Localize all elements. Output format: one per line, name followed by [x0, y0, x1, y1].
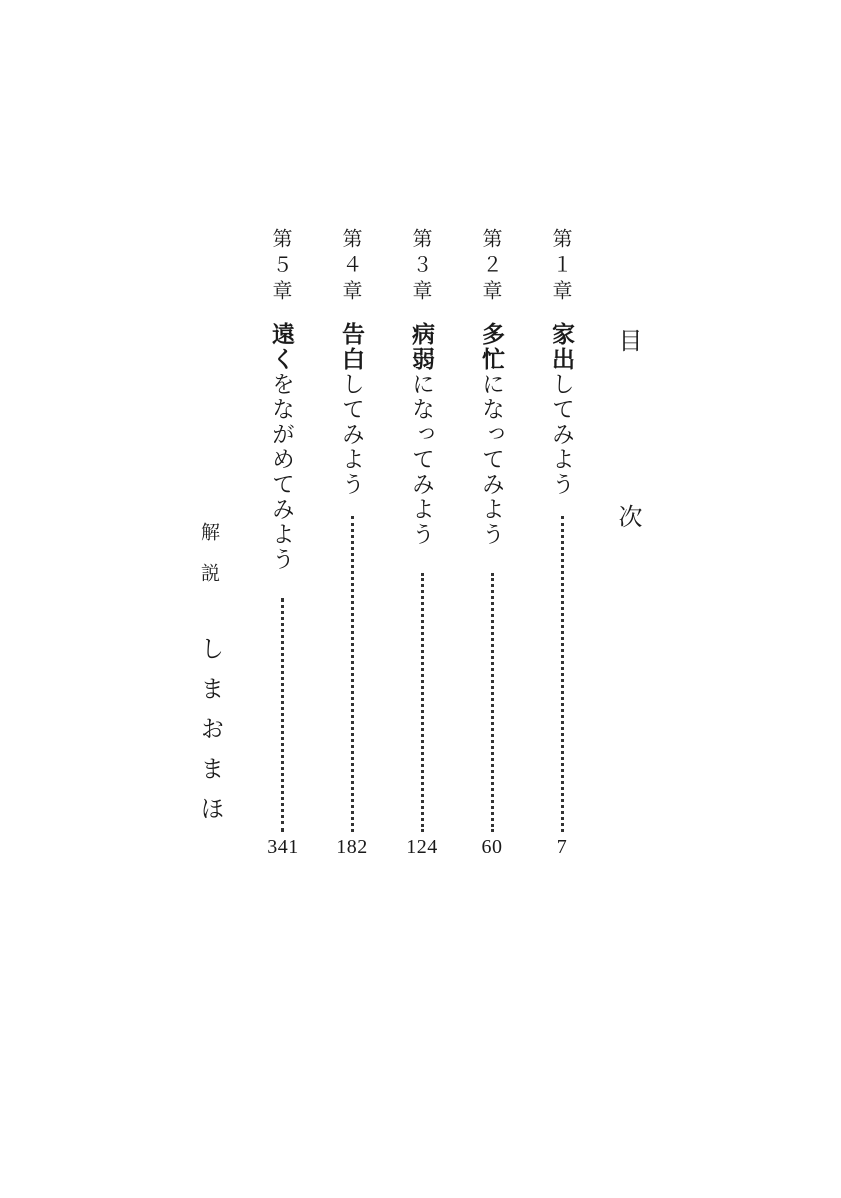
dot-leader	[421, 573, 424, 832]
chapter-title-rest: になってみよう	[408, 372, 434, 547]
chapter-title-keyword: 病弱	[408, 322, 435, 372]
page-number: 124	[406, 836, 438, 858]
commentary-label: 解説	[198, 522, 220, 604]
chapter-title-keyword: 多忙	[478, 322, 505, 372]
dot-leader	[351, 516, 354, 832]
chapter-title	[269, 322, 293, 572]
page-number: 341	[267, 836, 299, 858]
chapter-label: 第２章	[479, 228, 503, 306]
page-number: 182	[336, 836, 368, 858]
commentary-author: しまおまほ	[196, 636, 224, 836]
chapter-title-keyword: 家出	[548, 322, 575, 372]
dot-leader	[561, 516, 564, 832]
chapter-label: 第５章	[269, 228, 293, 306]
dot-leader	[281, 598, 284, 832]
chapter-title-keyword: 遠く	[268, 322, 295, 372]
page-number: 60	[481, 836, 503, 858]
chapter-title	[479, 322, 503, 547]
chapter-title-rest: してみよう	[548, 372, 574, 497]
chapter-label: 第３章	[409, 228, 433, 306]
chapter-title-keyword: 告白	[338, 322, 365, 372]
chapter-title	[339, 322, 363, 497]
chapter-title-rest: をながめてみよう	[268, 372, 294, 572]
page-number: 7	[556, 836, 568, 858]
chapter-label: 第４章	[339, 228, 363, 306]
toc-title: 目 次	[614, 328, 642, 592]
chapter-title-rest: してみよう	[338, 372, 364, 497]
chapter-title	[549, 322, 573, 497]
dot-leader	[491, 573, 494, 832]
chapter-title-rest: になってみよう	[478, 372, 504, 547]
chapter-label: 第１章	[549, 228, 573, 306]
chapter-title	[409, 322, 433, 547]
